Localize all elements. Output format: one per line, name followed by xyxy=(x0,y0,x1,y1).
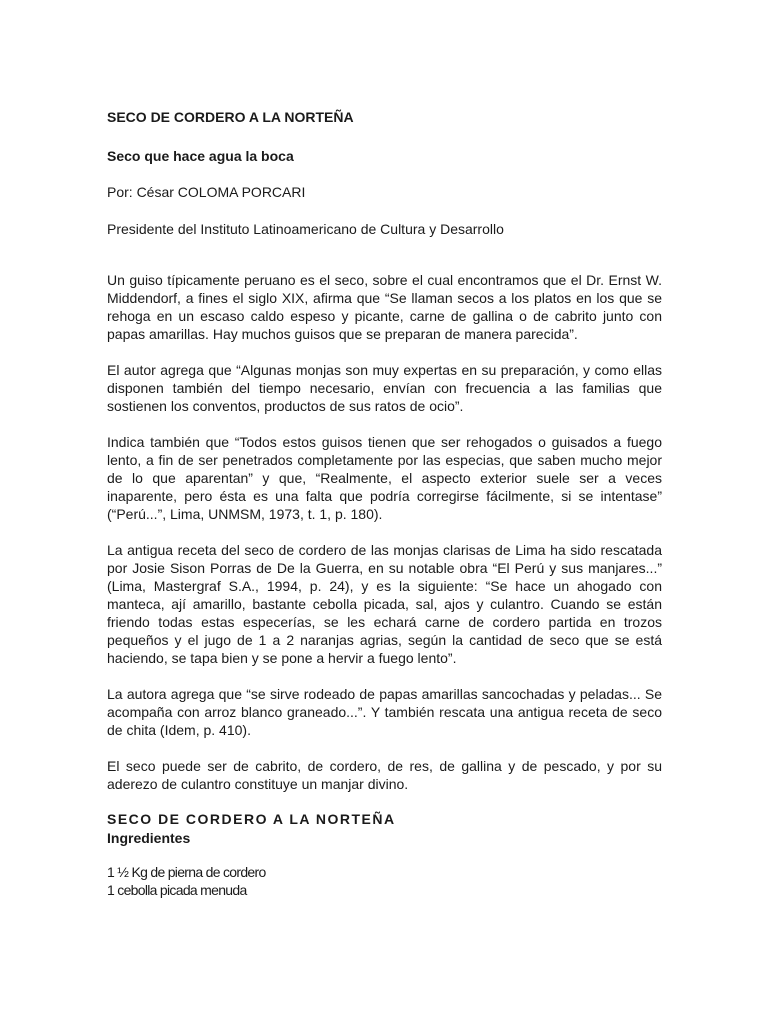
body-paragraph: El autor agrega que “Algunas monjas son muy expertas en su preparación, y como ellas disponen también del tiempo necesario, envían con frecuencia a las familias que sostienen los conventos, productos de sus ratos de ocio”. xyxy=(107,362,662,414)
body-paragraph: El seco puede ser de cabrito, de cordero, de res, de gallina y de pescado, y por su aderezo de culantro constituye un manjar divino. xyxy=(107,758,662,792)
body-paragraph: La antigua receta del seco de cordero de las monjas clarisas de Lima ha sido rescatada por Josie Sison Porras de De la Guerra, en su notable obra “El Perú y sus manjares...” (Lima, Mastergraf S.A., 1994, p. 24), y es la siguiente: “Se hace un ahogado con manteca, ají amarillo, bastante cebolla picada, sal, ajos y culantro. Cuando se están friendo todas estas especerías, se les echará carne de cordero partida en trozos pequeños y el jugo de 1 a 2 naranjas agrias, según la cantidad de seco que se está haciendo, se tapa bien y se pone a hervir a fuego lento”. xyxy=(107,542,662,666)
ingredients-heading: Ingredientes xyxy=(107,830,191,846)
body-paragraph: Un guiso típicamente peruano es el seco, sobre el cual encontramos que el Dr. Ernst W. Middendorf, a fines el siglo XIX, afirma que “Se llaman secos a los platos en los que se rehoga en un escaso caldo espeso y picante, carne de gallina o de cabrito junto con papas amarillas. Hay muchos guisos que se preparan de manera parecida”. xyxy=(107,272,662,342)
ingredient-item: 1 cebolla picada menuda xyxy=(107,882,247,898)
document-title: SECO DE CORDERO A LA NORTEÑA xyxy=(107,109,354,125)
author-role-line: Presidente del Instituto Latinoamericano de Cultura y Desarrollo xyxy=(107,221,504,237)
recipe-title: SECO DE CORDERO A LA NORTEÑA xyxy=(107,811,396,827)
body-paragraph: Indica también que “Todos estos guisos tienen que ser rehogados o guisados a fuego lento, a fin de ser penetrados completamente por las especias, que saben mucho mejor de lo que aparentan” y que, “Realmente, el aspecto exterior suele ser a veces inaparente, pero ésta es una falta que podría corregirse fácilmente, si se intentase” (“Perú...”, Lima, UNMSM, 1973, t. 1, p. 180). xyxy=(107,434,662,522)
ingredient-item: 1 ½ Kg de pierna de cordero xyxy=(107,864,266,880)
author-line: Por: César COLOMA PORCARI xyxy=(107,184,306,200)
document-subtitle: Seco que hace agua la boca xyxy=(107,148,294,164)
document-page xyxy=(107,108,662,899)
body-paragraph: La autora agrega que “se sirve rodeado de papas amarillas sancochadas y peladas... Se acompaña con arroz blanco graneado...”. Y también rescata una antigua receta de seco de chita (Idem, p. 410). xyxy=(107,686,662,738)
ingredients-list xyxy=(107,863,662,899)
